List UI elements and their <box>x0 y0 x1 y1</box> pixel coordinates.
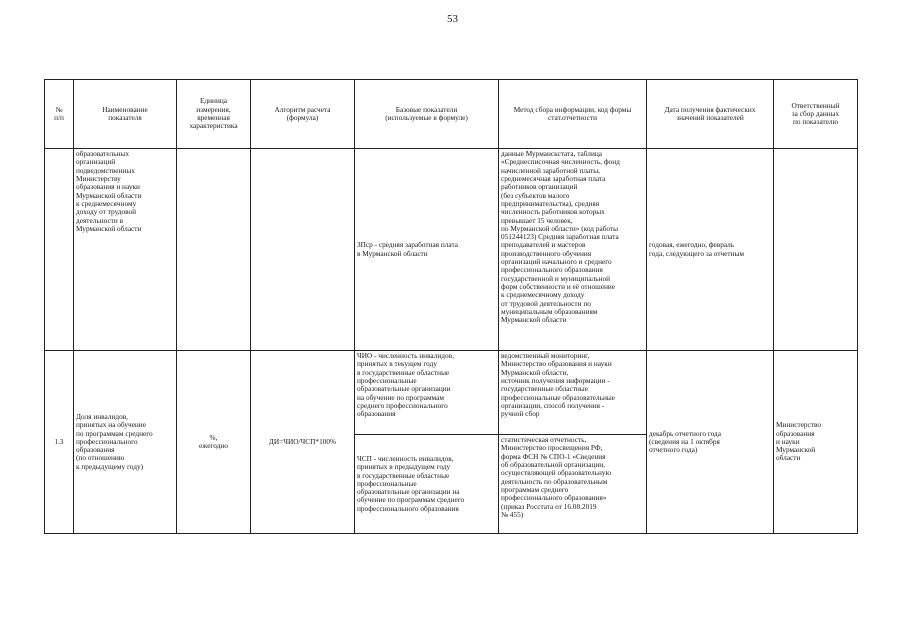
cell-algorithm: ДИ=ЧИО/ЧСП*100% <box>251 351 355 534</box>
cell-base-indicators: ЧИО - численность инвалидов, принятых в текущем году в государственные областные профессиональные образовательные организации на обучение по программам среднего профессионального образования <box>355 351 499 435</box>
cell-name: образовательных организаций подведомственных Министерству образования и науки Мурманской области к среднемесячному доходу от трудовой деятельности в Мурманской области <box>74 149 177 351</box>
header-name: Наименование показателя <box>74 80 177 149</box>
indicators-table <box>44 79 858 534</box>
cell-unit <box>177 149 251 351</box>
cell-base-indicators: ЗПср - средняя заработная плата в Мурманской области <box>355 149 499 351</box>
cell-num <box>45 149 74 351</box>
cell-method: статистическая отчетность, Министерство просвещения РФ, форма ФСН № СПО-1 «Сведения об образовательной организации, осуществляющей образовательную деятельность по образовательным программам среднего профессионального образования» (приказ Росстата от 16.08.2019 № 455) <box>499 435 647 534</box>
cell-method: данные Мурманскстата, таблица «Среднесписочная численность, фонд начисленной заработной платы, среднемесячная заработная плата работников организаций (без субъектов малого предпринимательства), средняя численность работников которых превышает 15 человек, по Мурманской области» (код работы 051244123) Средняя заработная плата преподавателей и мастеров производственного обучения организаций начального и среднего профессионального образования государственной и муниципальной форм собственности и её отношение к среднемесячному доходу от трудовой деятельности по муниципальным образованиям Мурманской области <box>499 149 647 351</box>
table-header-row <box>45 80 858 149</box>
cell-responsible: Министерство образования и науки Мурманской области <box>774 351 858 534</box>
table-row <box>45 149 858 351</box>
cell-method: ведомственный мониторинг, Министерство образования и науки Мурманской области, источник получения информации - государственные областные профессиональные образовательные организации, способ получения - ручной сбор <box>499 351 647 435</box>
cell-unit: %, ежегодно <box>177 351 251 534</box>
cell-responsible <box>774 149 858 351</box>
header-responsible: Ответственный за сбор данных по показателю <box>774 80 858 149</box>
cell-date: годовая, ежегодно, февраль года, следующего за отчетным <box>647 149 774 351</box>
cell-name: Доля инвалидов, принятых на обучение по программам среднего профессионального образования (по отношению к предыдущему году) <box>74 351 177 534</box>
header-base-indicators: Базовые показатели (используемые в формуле) <box>355 80 499 149</box>
table-row <box>45 351 858 435</box>
header-method: Метод сбора информации, код формы стат.отчетности <box>499 80 647 149</box>
cell-base-indicators: ЧСП - численность инвалидов, принятых в предыдущем году в государственные областные профессиональные образовательные организации на обучение по программам среднего профессионального образования <box>355 435 499 534</box>
page-number: 53 <box>447 13 458 25</box>
header-num: № п/п <box>45 80 74 149</box>
header-date: Дата получения фактических значений показателей <box>647 80 774 149</box>
cell-algorithm <box>251 149 355 351</box>
header-unit: Единица измерения, временная характеристика <box>177 80 251 149</box>
cell-num: 1.3 <box>45 351 74 534</box>
header-algorithm: Алгоритм расчета (формула) <box>251 80 355 149</box>
cell-date: декабрь отчетного года (сведения на 1 октября отчетного года) <box>647 351 774 534</box>
